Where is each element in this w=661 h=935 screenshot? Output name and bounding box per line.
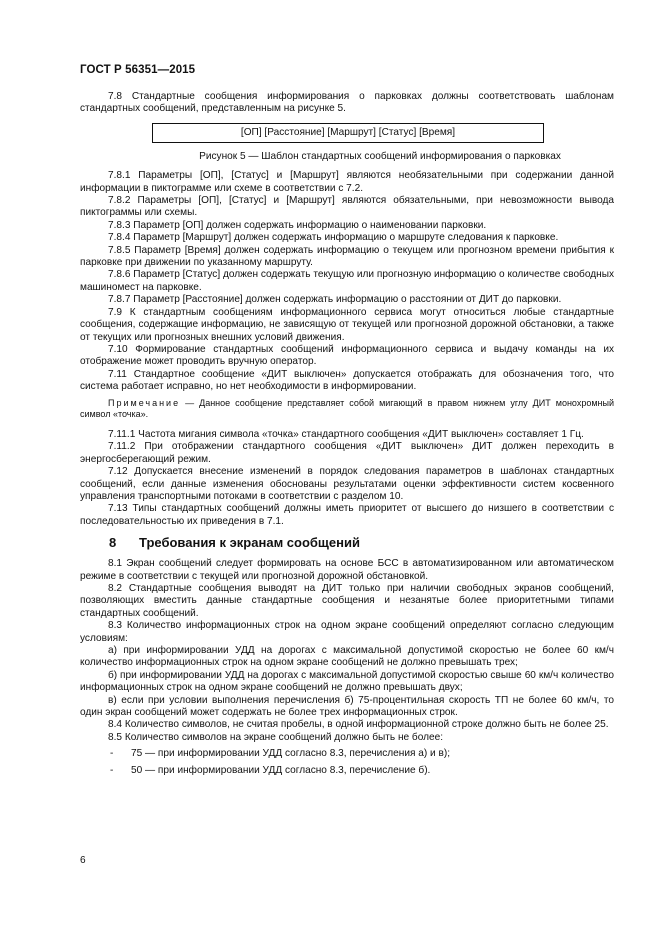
paragraph-7-8-4: 7.8.4 Параметр [Маршрут] должен содержать информацию о маршруте следования к парковке. [108,232,559,244]
note [80,398,614,420]
paragraph-7-8-1: 7.8.1 Параметры [ОП], [Статус] и [Маршрут] являются необязательными при содержании данной информации в пиктограмме или схеме в соответствии с 7.2. [80,170,614,194]
standard-header: ГОСТ Р 56351—2015 [80,64,196,76]
paragraph-7-8: 7.8 Стандартные сообщения информирования о парковках должны соответствовать шаблонам стандартных сообщений, представленным на рисунке 5. [80,91,614,115]
message-template-box: [ОП] [Расстояние] [Маршрут] [Статус] [Время] [152,123,544,143]
paragraph-7-10: 7.10 Формирование стандартных сообщений информационного сервиса и выдачу команды на их отображение может проводить вручную оператор. [80,343,614,368]
list-item-a: а) при информировании УДД на дорогах с максимальной допустимой скоростью не более 60 км/ч количество информационных строк на одном экране сообщений не должно превышать трех; [80,645,614,669]
paragraph-8-4: 8.4 Количество символов, не считая пробелы, в одной информационной строке должно быть не более 25. [108,719,609,731]
paragraph-7-9: 7.9 К стандартным сообщениям информационного сервиса могут относиться любые стандартные сообщения, содержащие информацию, не зависящую от текущей или прогнозной дорожной обстановки, а также от текущих или прогнозных внешних условий движения. [80,306,614,343]
paragraph-8-5: 8.5 Количество символов на экране сообщений должно быть не более: [108,731,444,743]
dash-item [80,748,614,760]
page-number: 6 [80,855,86,866]
paragraph-8-2: 8.2 Стандартные сообщения выводят на ДИТ только при наличии свободных экранов сообщений, позволяющих вместить данные стандартные сообщения и незанятые более приоритетными типами стандартных сообщений. [80,583,614,619]
paragraph-7-11: 7.11 Стандартное сообщение «ДИТ выключен» допускается отображать для обозначения того, что система работает исправно, но нет необходимости в информировании. [80,368,614,393]
paragraph-8-1: 8.1 Экран сообщений следует формировать на основе БСС в автоматизированном или автоматическом режиме в соответствии с текущей или прогнозной дорожной обстановкой. [80,558,614,582]
figure-caption: Рисунок 5 — Шаблон стандартных сообщений информирования о парковках [199,150,561,162]
body-text [80,91,614,781]
paragraph-7-8-5: 7.8.5 Параметр [Время] должен содержать информацию о текущем или прогнозном времени прибытия к парковке при движении по указанному маршруту. [80,244,614,269]
section-heading [80,535,614,550]
paragraph-7-11-1: 7.11.1 Частота мигания символа «точка» стандартного сообщения «ДИТ выключен» составляет 1 Гц. [108,428,584,440]
list-item-b: б) при информировании УДД на дорогах с максимальной допустимой скоростью свыше 60 км/ч количество информационных строк на одном экране сообщений не должно превышать двух; [80,669,614,694]
note-label: Примечание [108,397,181,408]
paragraph-7-8-7: 7.8.7 Параметр [Расстояние] должен содержать информацию о расстоянии от ДИТ до парковки. [108,294,562,306]
paragraph-7-12: 7.12 Допускается внесение изменений в порядок следования параметров в шаблонах стандартных сообщений, если данные изменения обоснованы результатами оценки эффективности систем косвенного управления транспортными потоками в соответствии с разделом 10. [80,466,614,502]
paragraph-7-8-3: 7.8.3 Параметр [ОП] должен содержать информацию о наименовании парковки. [108,219,487,231]
paragraph-7-8-6: 7.8.6 Параметр [Статус] должен содержать текущую или прогнозную информацию о количестве свободных машиномест на парковке. [80,269,614,293]
dash-mark: - [110,764,114,776]
dash-text: 75 — при информировании УДД согласно 8.3, перечисления а) и в); [131,748,451,760]
paragraph-8-3: 8.3 Количество информационных строк на одном экране сообщений определяют согласно следующим условиям: [80,620,614,644]
dash-mark: - [110,748,114,760]
list-item-v: в) если при условии выполнения перечисления б) 75-процентильная скорость ТП не более 60 км/ч, то один экран сообщений может содержать не более трех информационных строк. [80,694,614,719]
dash-item [80,765,614,777]
paragraph-7-13: 7.13 Типы стандартных сообщений должны иметь приоритет от высшего до низшего в соответствии с последовательностью их приведения в 7.1. [80,503,614,527]
note-text: — Данное сообщение представляет собой мигающий в правом нижнем углу ДИТ монохромный символ «точка». [80,397,614,419]
section-number: 8 [109,535,117,551]
paragraph-7-8-2: 7.8.2 Параметры [ОП], [Статус] и [Маршрут] являются обязательными, при невозможности вывода пиктограммы или схемы. [80,195,614,219]
section-title: Требования к экранам сообщений [139,535,360,551]
dash-text: 50 — при информировании УДД согласно 8.3, перечисление б). [131,764,431,776]
paragraph-7-11-2: 7.11.2 При отображении стандартного сообщения «ДИТ выключен» ДИТ должен переходить в энергосберегающий режим. [80,441,614,465]
